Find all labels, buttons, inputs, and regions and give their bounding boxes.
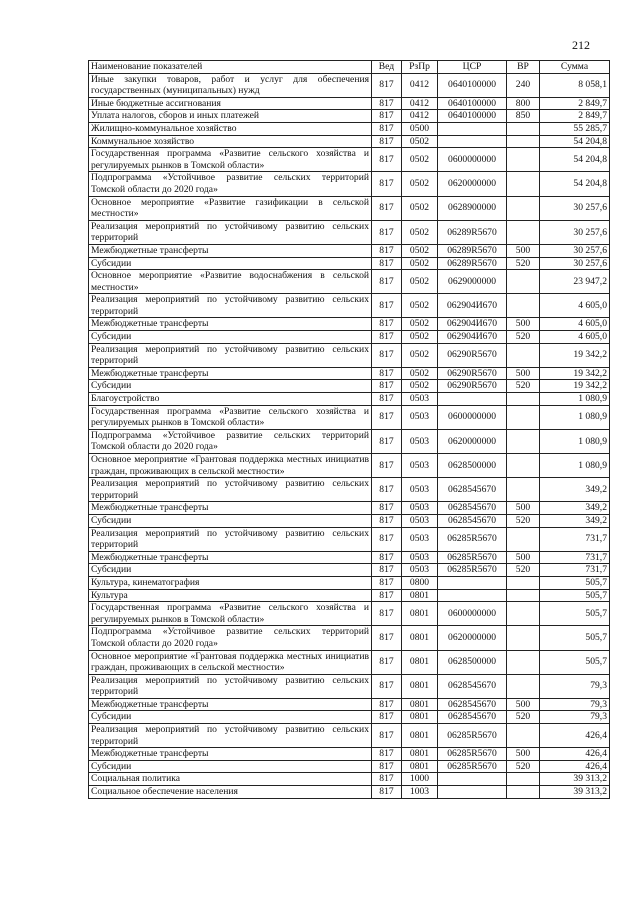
cell-name: Субсидии bbox=[89, 331, 372, 344]
cell-csr: 06285R5670 bbox=[438, 724, 507, 748]
cell-rzpr: 0801 bbox=[402, 724, 438, 748]
cell-rzpr: 0801 bbox=[402, 602, 438, 626]
cell-vr: 500 bbox=[507, 367, 540, 380]
cell-csr: 0640100000 bbox=[438, 97, 507, 110]
cell-csr: 062904И670 bbox=[438, 294, 507, 318]
table-row bbox=[89, 514, 610, 527]
cell-ved: 817 bbox=[372, 502, 402, 515]
cell-name: Основное мероприятие «Грантовая поддержка местных инициатив граждан, проживающих в сельской местности» bbox=[89, 650, 372, 674]
cell-sum: 55 285,7 bbox=[540, 122, 610, 135]
cell-rzpr: 1000 bbox=[402, 773, 438, 786]
cell-csr: 06290R5670 bbox=[438, 380, 507, 393]
table-row bbox=[89, 711, 610, 724]
cell-ved: 817 bbox=[372, 148, 402, 172]
cell-vr bbox=[507, 454, 540, 478]
cell-ved: 817 bbox=[372, 576, 402, 589]
cell-rzpr: 0503 bbox=[402, 429, 438, 453]
cell-sum: 4 605,0 bbox=[540, 331, 610, 344]
table-row bbox=[89, 527, 610, 551]
table-row bbox=[89, 602, 610, 626]
cell-csr: 06285R5670 bbox=[438, 564, 507, 577]
cell-rzpr: 0503 bbox=[402, 502, 438, 515]
cell-csr: 0628545670 bbox=[438, 674, 507, 698]
table-row bbox=[89, 551, 610, 564]
table-row bbox=[89, 576, 610, 589]
cell-rzpr: 0503 bbox=[402, 405, 438, 429]
table-row bbox=[89, 318, 610, 331]
cell-csr: 0628545670 bbox=[438, 478, 507, 502]
cell-rzpr: 0502 bbox=[402, 331, 438, 344]
cell-rzpr: 0502 bbox=[402, 367, 438, 380]
cell-name: Межбюджетные трансферты bbox=[89, 551, 372, 564]
table-row bbox=[89, 564, 610, 577]
cell-rzpr: 0502 bbox=[402, 318, 438, 331]
cell-name: Жилищно-коммунальное хозяйство bbox=[89, 122, 372, 135]
table-row bbox=[89, 380, 610, 393]
cell-csr: 0640100000 bbox=[438, 110, 507, 123]
cell-sum: 79,3 bbox=[540, 674, 610, 698]
cell-sum: 23 947,2 bbox=[540, 270, 610, 294]
table-row bbox=[89, 748, 610, 761]
cell-vr: 520 bbox=[507, 514, 540, 527]
cell-ved: 817 bbox=[372, 343, 402, 367]
cell-sum: 731,7 bbox=[540, 527, 610, 551]
cell-vr: 500 bbox=[507, 318, 540, 331]
cell-vr: 500 bbox=[507, 244, 540, 257]
cell-csr: 0640100000 bbox=[438, 73, 507, 97]
cell-ved: 817 bbox=[372, 367, 402, 380]
cell-rzpr: 0801 bbox=[402, 626, 438, 650]
cell-name: Основное мероприятие «Грантовая поддержка местных инициатив граждан, проживающих в сельской местности» bbox=[89, 454, 372, 478]
cell-sum: 8 058,1 bbox=[540, 73, 610, 97]
header-name: Наименование показателей bbox=[89, 61, 372, 74]
table-row bbox=[89, 196, 610, 220]
table-row bbox=[89, 148, 610, 172]
cell-csr: 062904И670 bbox=[438, 331, 507, 344]
cell-vr bbox=[507, 478, 540, 502]
cell-rzpr: 0502 bbox=[402, 135, 438, 148]
cell-ved: 817 bbox=[372, 698, 402, 711]
cell-rzpr: 0500 bbox=[402, 122, 438, 135]
cell-name: Реализация мероприятий по устойчивому развитию сельских территорий bbox=[89, 220, 372, 244]
cell-sum: 505,7 bbox=[540, 650, 610, 674]
table-row bbox=[89, 331, 610, 344]
cell-rzpr: 0801 bbox=[402, 650, 438, 674]
cell-name: Подпрограмма «Устойчивое развитие сельских территорий Томской области до 2020 года» bbox=[89, 172, 372, 196]
cell-csr: 0600000000 bbox=[438, 405, 507, 429]
cell-sum: 54 204,8 bbox=[540, 172, 610, 196]
cell-rzpr: 0503 bbox=[402, 454, 438, 478]
cell-name: Иные закупки товаров, работ и услуг для обеспечения государственных (муниципальных) нужд bbox=[89, 73, 372, 97]
cell-vr bbox=[507, 148, 540, 172]
cell-csr: 06289R5670 bbox=[438, 244, 507, 257]
cell-ved: 817 bbox=[372, 650, 402, 674]
cell-sum: 30 257,6 bbox=[540, 257, 610, 270]
cell-csr: 0620000000 bbox=[438, 172, 507, 196]
cell-name: Подпрограмма «Устойчивое развитие сельских территорий Томской области до 2020 года» bbox=[89, 429, 372, 453]
cell-sum: 19 342,2 bbox=[540, 380, 610, 393]
table-row bbox=[89, 110, 610, 123]
cell-csr: 06290R5670 bbox=[438, 343, 507, 367]
cell-vr: 520 bbox=[507, 711, 540, 724]
cell-sum: 1 080,9 bbox=[540, 405, 610, 429]
cell-csr: 06285R5670 bbox=[438, 760, 507, 773]
table-row bbox=[89, 343, 610, 367]
header-ved: Вед bbox=[372, 61, 402, 74]
cell-name: Субсидии bbox=[89, 711, 372, 724]
cell-vr bbox=[507, 343, 540, 367]
cell-vr bbox=[507, 576, 540, 589]
cell-sum: 54 204,8 bbox=[540, 148, 610, 172]
cell-ved: 817 bbox=[372, 602, 402, 626]
cell-sum: 1 080,9 bbox=[540, 429, 610, 453]
cell-sum: 39 313,2 bbox=[540, 786, 610, 799]
cell-rzpr: 0502 bbox=[402, 172, 438, 196]
cell-rzpr: 0502 bbox=[402, 196, 438, 220]
cell-ved: 817 bbox=[372, 748, 402, 761]
cell-ved: 817 bbox=[372, 527, 402, 551]
cell-ved: 817 bbox=[372, 172, 402, 196]
cell-sum: 54 204,8 bbox=[540, 135, 610, 148]
cell-sum: 426,4 bbox=[540, 748, 610, 761]
cell-rzpr: 0502 bbox=[402, 294, 438, 318]
cell-sum: 30 257,6 bbox=[540, 196, 610, 220]
table-row bbox=[89, 135, 610, 148]
cell-ved: 817 bbox=[372, 589, 402, 602]
cell-ved: 817 bbox=[372, 257, 402, 270]
cell-sum: 426,4 bbox=[540, 760, 610, 773]
cell-csr: 0628500000 bbox=[438, 454, 507, 478]
cell-vr: 500 bbox=[507, 748, 540, 761]
cell-csr: 0620000000 bbox=[438, 626, 507, 650]
cell-vr: 800 bbox=[507, 97, 540, 110]
cell-sum: 2 849,7 bbox=[540, 97, 610, 110]
table-row bbox=[89, 244, 610, 257]
cell-vr bbox=[507, 135, 540, 148]
cell-vr bbox=[507, 674, 540, 698]
table-row bbox=[89, 270, 610, 294]
cell-sum: 731,7 bbox=[540, 551, 610, 564]
cell-vr: 500 bbox=[507, 502, 540, 515]
cell-ved: 817 bbox=[372, 220, 402, 244]
cell-ved: 817 bbox=[372, 331, 402, 344]
cell-sum: 505,7 bbox=[540, 626, 610, 650]
table-body bbox=[89, 73, 610, 798]
table-header-row bbox=[89, 61, 610, 74]
cell-vr bbox=[507, 270, 540, 294]
cell-ved: 817 bbox=[372, 405, 402, 429]
cell-name: Межбюджетные трансферты bbox=[89, 698, 372, 711]
cell-csr: 0628545670 bbox=[438, 698, 507, 711]
cell-sum: 505,7 bbox=[540, 589, 610, 602]
cell-ved: 817 bbox=[372, 626, 402, 650]
cell-vr: 520 bbox=[507, 760, 540, 773]
cell-csr: 0628545670 bbox=[438, 502, 507, 515]
cell-name: Субсидии bbox=[89, 380, 372, 393]
cell-rzpr: 0801 bbox=[402, 674, 438, 698]
cell-sum: 1 080,9 bbox=[540, 454, 610, 478]
cell-rzpr: 0503 bbox=[402, 527, 438, 551]
cell-rzpr: 0502 bbox=[402, 343, 438, 367]
cell-csr bbox=[438, 786, 507, 799]
cell-sum: 30 257,6 bbox=[540, 220, 610, 244]
cell-csr: 0628545670 bbox=[438, 711, 507, 724]
cell-rzpr: 0502 bbox=[402, 257, 438, 270]
cell-rzpr: 0503 bbox=[402, 564, 438, 577]
cell-ved: 817 bbox=[372, 110, 402, 123]
cell-sum: 79,3 bbox=[540, 698, 610, 711]
cell-sum: 19 342,2 bbox=[540, 343, 610, 367]
cell-vr bbox=[507, 602, 540, 626]
table-row bbox=[89, 626, 610, 650]
cell-name: Уплата налогов, сборов и иных платежей bbox=[89, 110, 372, 123]
cell-rzpr: 0502 bbox=[402, 220, 438, 244]
cell-name: Межбюджетные трансферты bbox=[89, 367, 372, 380]
cell-rzpr: 0502 bbox=[402, 270, 438, 294]
cell-rzpr: 0502 bbox=[402, 380, 438, 393]
cell-name: Межбюджетные трансферты bbox=[89, 318, 372, 331]
table-row bbox=[89, 405, 610, 429]
cell-name: Государственная программа «Развитие сельского хозяйства и регулируемых рынков в Томской области» bbox=[89, 602, 372, 626]
cell-ved: 817 bbox=[372, 270, 402, 294]
table-row bbox=[89, 478, 610, 502]
cell-rzpr: 0801 bbox=[402, 589, 438, 602]
header-sum: Сумма bbox=[540, 61, 610, 74]
cell-vr bbox=[507, 405, 540, 429]
cell-name: Субсидии bbox=[89, 564, 372, 577]
cell-name: Иные бюджетные ассигнования bbox=[89, 97, 372, 110]
cell-csr: 0628545670 bbox=[438, 514, 507, 527]
cell-name: Субсидии bbox=[89, 760, 372, 773]
cell-name: Реализация мероприятий по устойчивому развитию сельских территорий bbox=[89, 343, 372, 367]
page-number: 212 bbox=[572, 38, 590, 52]
table-row bbox=[89, 367, 610, 380]
cell-vr bbox=[507, 393, 540, 406]
cell-name: Подпрограмма «Устойчивое развитие сельских территорий Томской области до 2020 года» bbox=[89, 626, 372, 650]
cell-vr bbox=[507, 220, 540, 244]
budget-table bbox=[88, 60, 610, 799]
cell-ved: 817 bbox=[372, 786, 402, 799]
cell-vr: 520 bbox=[507, 331, 540, 344]
cell-sum: 505,7 bbox=[540, 602, 610, 626]
cell-vr: 240 bbox=[507, 73, 540, 97]
cell-csr: 06285R5670 bbox=[438, 748, 507, 761]
table-row bbox=[89, 257, 610, 270]
cell-ved: 817 bbox=[372, 318, 402, 331]
cell-vr: 850 bbox=[507, 110, 540, 123]
cell-ved: 817 bbox=[372, 478, 402, 502]
table-row bbox=[89, 172, 610, 196]
cell-rzpr: 0503 bbox=[402, 551, 438, 564]
cell-name: Основное мероприятие «Развитие водоснабжения в сельской местности» bbox=[89, 270, 372, 294]
cell-vr bbox=[507, 650, 540, 674]
header-csr: ЦСР bbox=[438, 61, 507, 74]
cell-sum: 30 257,6 bbox=[540, 244, 610, 257]
cell-sum: 4 605,0 bbox=[540, 318, 610, 331]
cell-name: Благоустройство bbox=[89, 393, 372, 406]
cell-vr bbox=[507, 527, 540, 551]
cell-vr bbox=[507, 429, 540, 453]
cell-csr bbox=[438, 773, 507, 786]
table-row bbox=[89, 97, 610, 110]
cell-ved: 817 bbox=[372, 760, 402, 773]
cell-csr: 06285R5670 bbox=[438, 551, 507, 564]
cell-name: Субсидии bbox=[89, 257, 372, 270]
cell-vr bbox=[507, 589, 540, 602]
cell-name: Государственная программа «Развитие сельского хозяйства и регулируемых рынков в Томской области» bbox=[89, 148, 372, 172]
cell-csr bbox=[438, 589, 507, 602]
cell-sum: 349,2 bbox=[540, 478, 610, 502]
cell-rzpr: 0502 bbox=[402, 244, 438, 257]
cell-ved: 817 bbox=[372, 244, 402, 257]
cell-rzpr: 1003 bbox=[402, 786, 438, 799]
cell-sum: 1 080,9 bbox=[540, 393, 610, 406]
cell-rzpr: 0801 bbox=[402, 698, 438, 711]
cell-ved: 817 bbox=[372, 674, 402, 698]
cell-sum: 731,7 bbox=[540, 564, 610, 577]
cell-vr bbox=[507, 773, 540, 786]
table-row bbox=[89, 773, 610, 786]
cell-ved: 817 bbox=[372, 711, 402, 724]
cell-vr: 520 bbox=[507, 564, 540, 577]
cell-name: Реализация мероприятий по устойчивому развитию сельских территорий bbox=[89, 674, 372, 698]
cell-ved: 817 bbox=[372, 429, 402, 453]
cell-vr: 520 bbox=[507, 380, 540, 393]
cell-name: Основное мероприятие «Развитие газификации в сельской местности» bbox=[89, 196, 372, 220]
cell-rzpr: 0412 bbox=[402, 73, 438, 97]
cell-sum: 19 342,2 bbox=[540, 367, 610, 380]
cell-name: Реализация мероприятий по устойчивому развитию сельских территорий bbox=[89, 527, 372, 551]
cell-name: Культура bbox=[89, 589, 372, 602]
cell-vr: 500 bbox=[507, 551, 540, 564]
table-row bbox=[89, 393, 610, 406]
cell-rzpr: 0503 bbox=[402, 478, 438, 502]
cell-ved: 817 bbox=[372, 97, 402, 110]
cell-vr bbox=[507, 122, 540, 135]
cell-name: Межбюджетные трансферты bbox=[89, 244, 372, 257]
cell-rzpr: 0412 bbox=[402, 110, 438, 123]
cell-name: Государственная программа «Развитие сельского хозяйства и регулируемых рынков в Томской области» bbox=[89, 405, 372, 429]
cell-name: Межбюджетные трансферты bbox=[89, 502, 372, 515]
cell-rzpr: 0801 bbox=[402, 748, 438, 761]
table-row bbox=[89, 724, 610, 748]
cell-name: Межбюджетные трансферты bbox=[89, 748, 372, 761]
table-row bbox=[89, 220, 610, 244]
cell-ved: 817 bbox=[372, 564, 402, 577]
cell-vr: 520 bbox=[507, 257, 540, 270]
cell-sum: 505,7 bbox=[540, 576, 610, 589]
cell-csr bbox=[438, 393, 507, 406]
cell-vr: 500 bbox=[507, 698, 540, 711]
cell-vr bbox=[507, 294, 540, 318]
cell-csr: 06285R5670 bbox=[438, 527, 507, 551]
cell-csr: 0600000000 bbox=[438, 602, 507, 626]
table-row bbox=[89, 674, 610, 698]
cell-rzpr: 0503 bbox=[402, 393, 438, 406]
cell-ved: 817 bbox=[372, 135, 402, 148]
cell-sum: 349,2 bbox=[540, 514, 610, 527]
table-row bbox=[89, 429, 610, 453]
cell-name: Реализация мероприятий по устойчивому развитию сельских территорий bbox=[89, 294, 372, 318]
cell-sum: 349,2 bbox=[540, 502, 610, 515]
cell-csr: 062904И670 bbox=[438, 318, 507, 331]
cell-vr bbox=[507, 626, 540, 650]
cell-csr: 06289R5670 bbox=[438, 220, 507, 244]
cell-csr: 06290R5670 bbox=[438, 367, 507, 380]
cell-name: Социальное обеспечение населения bbox=[89, 786, 372, 799]
cell-sum: 426,4 bbox=[540, 724, 610, 748]
cell-csr bbox=[438, 122, 507, 135]
header-rzpr: РзПр bbox=[402, 61, 438, 74]
cell-ved: 817 bbox=[372, 294, 402, 318]
cell-ved: 817 bbox=[372, 73, 402, 97]
cell-sum: 2 849,7 bbox=[540, 110, 610, 123]
cell-ved: 817 bbox=[372, 724, 402, 748]
cell-name: Культура, кинематография bbox=[89, 576, 372, 589]
cell-ved: 817 bbox=[372, 454, 402, 478]
cell-ved: 817 bbox=[372, 122, 402, 135]
cell-vr bbox=[507, 196, 540, 220]
table-row bbox=[89, 122, 610, 135]
cell-ved: 817 bbox=[372, 196, 402, 220]
cell-vr bbox=[507, 724, 540, 748]
cell-vr bbox=[507, 172, 540, 196]
cell-csr: 06289R5670 bbox=[438, 257, 507, 270]
cell-sum: 39 313,2 bbox=[540, 773, 610, 786]
cell-vr bbox=[507, 786, 540, 799]
cell-csr: 0629000000 bbox=[438, 270, 507, 294]
cell-csr: 0628900000 bbox=[438, 196, 507, 220]
cell-rzpr: 0801 bbox=[402, 711, 438, 724]
cell-sum: 79,3 bbox=[540, 711, 610, 724]
table-row bbox=[89, 698, 610, 711]
cell-name: Субсидии bbox=[89, 514, 372, 527]
table-row bbox=[89, 760, 610, 773]
cell-name: Реализация мероприятий по устойчивому развитию сельских территорий bbox=[89, 478, 372, 502]
cell-rzpr: 0801 bbox=[402, 760, 438, 773]
cell-name: Коммунальное хозяйство bbox=[89, 135, 372, 148]
cell-csr bbox=[438, 576, 507, 589]
table-row bbox=[89, 294, 610, 318]
cell-name: Реализация мероприятий по устойчивому развитию сельских территорий bbox=[89, 724, 372, 748]
table-row bbox=[89, 786, 610, 799]
table-row bbox=[89, 73, 610, 97]
table-row bbox=[89, 589, 610, 602]
cell-rzpr: 0412 bbox=[402, 97, 438, 110]
cell-csr bbox=[438, 135, 507, 148]
cell-rzpr: 0503 bbox=[402, 514, 438, 527]
cell-sum: 4 605,0 bbox=[540, 294, 610, 318]
cell-csr: 0600000000 bbox=[438, 148, 507, 172]
cell-name: Социальная политика bbox=[89, 773, 372, 786]
table-row bbox=[89, 502, 610, 515]
cell-rzpr: 0502 bbox=[402, 148, 438, 172]
table-row bbox=[89, 454, 610, 478]
cell-ved: 817 bbox=[372, 393, 402, 406]
cell-ved: 817 bbox=[372, 514, 402, 527]
cell-ved: 817 bbox=[372, 551, 402, 564]
cell-ved: 817 bbox=[372, 773, 402, 786]
cell-csr: 0620000000 bbox=[438, 429, 507, 453]
table-row bbox=[89, 650, 610, 674]
cell-rzpr: 0800 bbox=[402, 576, 438, 589]
cell-ved: 817 bbox=[372, 380, 402, 393]
cell-csr: 0628500000 bbox=[438, 650, 507, 674]
header-vr: ВР bbox=[507, 61, 540, 74]
